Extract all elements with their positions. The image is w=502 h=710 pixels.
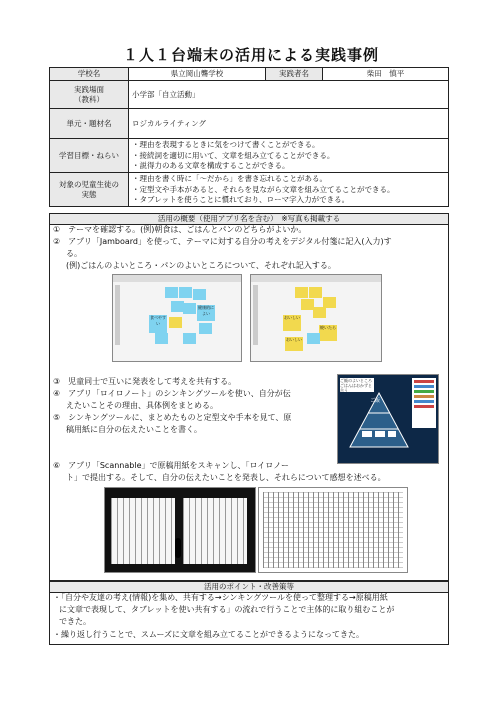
step-6: ⑥ アプリ「Scannable」で原稿用紙をスキャンし、「ロイロノー xyxy=(53,461,290,470)
note-card: ご飯のよいところ ごはんはおかずと合う xyxy=(340,378,372,392)
step-4-cont: えたいことその理由、具体例をまとめる。 xyxy=(66,401,218,410)
info-table xyxy=(49,67,449,207)
unit-label: 単元・題材名 xyxy=(50,109,129,139)
step-6-cont: ト」で提出する。そして、自分の伝えたいことを発表し、それらについて感想を述べる。 xyxy=(66,473,386,482)
teacher-name: 柴田 慎平 xyxy=(323,68,449,81)
point-1: ・「自分や友達の考え(情報)を集め、共有する→シンキングツールを使って整理する→原稿用紙 xyxy=(53,593,388,602)
sticky-note xyxy=(307,333,320,344)
student-label: 対象の児童生徒の 実態 xyxy=(50,173,129,207)
side-panel xyxy=(412,378,436,428)
sticky-note xyxy=(193,289,206,300)
sticky-note xyxy=(183,303,196,314)
step-2-cont: る。 xyxy=(66,249,82,258)
tool-rail xyxy=(115,285,120,345)
sticky-note: 健康的によい xyxy=(197,305,215,321)
tool-rail xyxy=(253,285,258,345)
points-heading: 活用のポイント・改善策等 xyxy=(50,582,448,593)
step-5: ⑤ シンキングツールに、まとめたものと定型文や手本を見て、原 xyxy=(53,413,292,422)
point-1-end: できた。 xyxy=(59,617,91,626)
sticky-note xyxy=(295,287,308,298)
step-5-cont: 稿用紙に自分の伝えたいことを書く。 xyxy=(66,425,202,434)
sticky-note xyxy=(165,287,178,298)
jamboard-photo-1 xyxy=(112,274,242,362)
sticky-note xyxy=(169,317,182,328)
sticky-note xyxy=(309,287,322,298)
scene-value: 小学部「自立活動」 xyxy=(129,81,449,109)
step-4: ④ アプリ「ロイロノート」のシンキングツールを使い、自分が伝 xyxy=(53,389,291,398)
thinking-tool-photo xyxy=(337,374,439,464)
sticky-note xyxy=(183,333,196,344)
teacher-label: 実践者名 xyxy=(266,68,323,81)
point-2: ・繰り返し行うことで、スムーズに文章を組み立てることができるようになってきた。 xyxy=(53,630,365,639)
scene-label: 実践場面 （教科） xyxy=(50,81,129,109)
overview-heading: 活用の概要（使用アプリ名を含む） ※写真も掲載する xyxy=(50,214,448,225)
step-2-example: (例)ごはんのよいところ・パンのよいところについて、それぞれ記入する。 xyxy=(66,261,336,270)
scan-photo-2 xyxy=(258,487,408,573)
school-label: 学校名 xyxy=(50,68,129,81)
sticky-note xyxy=(179,287,192,298)
sticky-note: 食べやすい xyxy=(149,315,167,333)
goal-value: ・理由を表現するときに気をつけて書くことができる。 ・接続詞を適切に用いて、文章を組み立てることができる。 ・説得力のある文章を構成することができる。 xyxy=(129,139,449,173)
sticky-note: おいしい xyxy=(285,337,303,351)
app-toolbar xyxy=(251,275,381,282)
sticky-note: おいしい xyxy=(283,315,301,331)
page-title: １人１台端末の活用による実践事例 xyxy=(122,46,379,64)
scan-photo-1 xyxy=(104,487,256,573)
sticky-note xyxy=(313,307,326,318)
sticky-note: 焼いたら xyxy=(319,325,337,341)
step-2: ② アプリ「Jamboard」を使って、テーマに対する自分の考えをデジタル付箋に記入(入力)す xyxy=(53,237,392,246)
sticky-note xyxy=(155,333,168,344)
unit-value: ロジカルライティング xyxy=(129,109,449,139)
step-1: ① テーマを確認する。(例)朝食は、ごはんとパンのどちらがよいか。 xyxy=(53,225,307,234)
step-3: ③ 児童同士で互いに発表をして考えを共有する。 xyxy=(53,377,237,386)
school-name: 県立岡山聾学校 xyxy=(129,68,266,81)
jamboard-photo-2 xyxy=(250,274,382,362)
sticky-note xyxy=(323,297,336,308)
pyramid-label: ご飯 xyxy=(370,398,381,404)
app-toolbar xyxy=(113,275,241,282)
sticky-note xyxy=(199,323,212,334)
goal-label: 学習目標・ねらい xyxy=(50,139,129,173)
point-1-cont: に文章で表現して、タブレットを使い共有する」の流れで行うことで主体的に取り組むことが xyxy=(59,605,395,614)
student-value: ・理由を書く時に「～だから」を書き忘れることがある。 ・定型文や手本があると、それらを見ながら文章を組み立てることができる。 ・タブレットを使うことに慣れており、ローマ字入力ができる。 xyxy=(129,173,449,207)
